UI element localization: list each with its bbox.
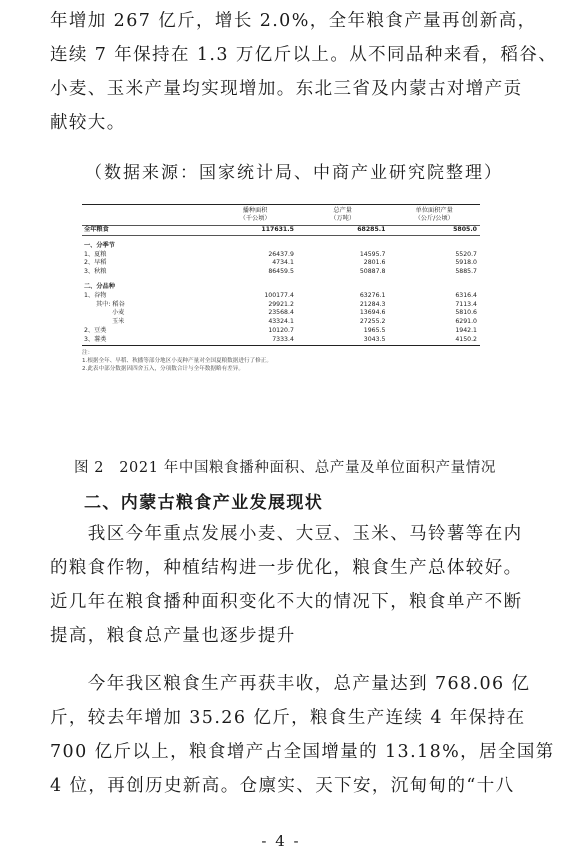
header-label: 总产量 bbox=[333, 207, 352, 214]
paragraph-line: 的粮食作物，种植结构进一步优化，粮食生产总体较好。 bbox=[50, 558, 523, 578]
table-cell-yield: 7113.4 bbox=[455, 300, 477, 308]
table-cell-output bbox=[297, 242, 389, 251]
table-cell-area bbox=[213, 283, 297, 292]
table-cell-area: 29921.2 bbox=[268, 300, 294, 308]
table-cell-area: 117631.5 bbox=[213, 226, 297, 236]
table-header-blank bbox=[82, 205, 213, 226]
top-paragraph bbox=[50, 4, 558, 140]
table-cell-yield: 6291.0 bbox=[455, 318, 477, 326]
table-row bbox=[82, 292, 480, 301]
section-heading: 二、内蒙古粮食产业发展现状 bbox=[84, 493, 324, 513]
paragraph-line: 斤，较去年增加 35.26 亿斤，粮食生产连续 4 年保持在 bbox=[50, 708, 526, 728]
table-cell-output: 27255.2 bbox=[359, 318, 386, 326]
table-cell-yield: 4150.2 bbox=[388, 336, 480, 345]
table-cell-area: 43324.1 bbox=[268, 318, 294, 326]
paragraph-line: 年增加 267 亿斤，增长 2.0%，全年粮食产量再创新高， bbox=[50, 11, 537, 31]
table-note-line: 1.根据全年、早稻、秋播等部分地区小麦种产量对全国夏粮数据进行了修正。 bbox=[82, 357, 272, 364]
table-row bbox=[82, 318, 480, 327]
table-cell-yield: 5918.0 bbox=[455, 259, 477, 267]
table-cell-area: 7333.4 bbox=[213, 336, 297, 345]
table-note-line: 2.此表中部分数据因四舍五入，分项数合计与全年数据略有差异。 bbox=[82, 365, 244, 372]
paragraph-line: 4 位，再创历史新高。仓廪实、天下安，沉甸甸的“十八 bbox=[50, 776, 515, 796]
table-cell-yield: 1942.1 bbox=[455, 326, 477, 334]
paragraph-line: 今年我区粮食生产再获丰收，总产量达到 768.06 亿 bbox=[50, 674, 531, 694]
table-row bbox=[82, 336, 480, 345]
grain-statistics-table bbox=[82, 204, 480, 346]
paragraph-line: 我区今年重点发展小麦、大豆、玉米、马铃薯等在内 bbox=[50, 524, 523, 544]
table-cell-area: 86459.5 bbox=[268, 268, 294, 276]
table-row bbox=[82, 268, 480, 277]
paragraph-line: 小麦、玉米产量均实现增加。东北三省及内蒙古对增产贡 bbox=[50, 79, 523, 99]
table-cell-label: 全年粮食 bbox=[82, 226, 213, 236]
table-notes bbox=[82, 349, 480, 373]
figure-caption: 图 2 2021 年中国粮食播种面积、总产量及单位面积产量情况 bbox=[74, 460, 496, 476]
table-cell-output: 68285.1 bbox=[297, 226, 389, 236]
table-row bbox=[82, 251, 480, 260]
table-cell-label: 小麦 bbox=[112, 309, 125, 317]
table-cell-yield: 5805.0 bbox=[388, 226, 480, 236]
table-cell-yield: 6316.4 bbox=[455, 291, 477, 299]
paragraph-line: 连续 7 年保持在 1.3 万亿斤以上。从不同品种来看，稻谷、 bbox=[50, 45, 558, 65]
table-cell-yield bbox=[388, 283, 480, 292]
paragraph-3 bbox=[50, 667, 555, 803]
table-header-yield bbox=[388, 205, 480, 226]
paragraph-line: 提高，粮食总产量也逐步提升 bbox=[50, 626, 296, 646]
table-cell-label: 玉米 bbox=[112, 318, 125, 326]
table-cell-area: 10120.7 bbox=[268, 326, 294, 334]
header-unit: （公斤/公顷） bbox=[414, 215, 454, 222]
table-cell-output: 2801.6 bbox=[363, 259, 386, 267]
table-cell-yield: 5885.7 bbox=[455, 268, 477, 276]
data-source-note: （数据来源：国家统计局、中商产业研究院整理） bbox=[85, 163, 503, 183]
table-row bbox=[82, 301, 480, 310]
table-cell-output: 50887.8 bbox=[359, 268, 386, 276]
table-cell-area: 100177.4 bbox=[264, 291, 294, 299]
table-cell-label: 一、分季节 bbox=[84, 241, 115, 249]
header-label: 单位面积产量 bbox=[415, 207, 453, 214]
grain-statistics-table-figure bbox=[82, 204, 480, 438]
page-number: - 4 - bbox=[261, 832, 301, 850]
paragraph-line: 700 亿斤以上，粮食增产占全国增量的 13.18%，居全国第 bbox=[50, 742, 555, 762]
table-note-line: 注： bbox=[82, 349, 94, 356]
table-header-output bbox=[297, 205, 389, 226]
table-cell-yield: 5810.6 bbox=[455, 309, 477, 317]
table-header-area bbox=[213, 205, 297, 226]
table-cell-label: 二、分品种 bbox=[84, 282, 115, 290]
table-row bbox=[82, 327, 480, 336]
table-cell-label: 2、早稻 bbox=[84, 259, 107, 267]
table-cell-output: 3043.5 bbox=[297, 336, 389, 345]
table-header-row bbox=[82, 205, 480, 226]
table-cell-output: 14595.7 bbox=[359, 250, 386, 258]
table-cell-output: 63276.1 bbox=[359, 291, 386, 299]
table-cell-label: 1、谷物 bbox=[84, 291, 107, 299]
table-cell-area: 4734.1 bbox=[272, 259, 294, 267]
table-cell-area: 23568.4 bbox=[268, 309, 294, 317]
table-cell-area bbox=[213, 242, 297, 251]
header-label: 播种面积 bbox=[242, 207, 268, 214]
table-row bbox=[82, 259, 480, 268]
table-cell-output: 13694.6 bbox=[359, 309, 386, 317]
paragraph-line: 近几年在粮食播种面积变化不大的情况下，粮食单产不断 bbox=[50, 592, 523, 612]
paragraph-line: 献较大。 bbox=[50, 113, 126, 133]
table-row bbox=[82, 242, 480, 251]
table-body bbox=[82, 226, 480, 346]
table-row bbox=[82, 226, 480, 236]
table-cell-area: 26437.9 bbox=[268, 250, 294, 258]
table-cell-label: 其中: 稻谷 bbox=[96, 300, 125, 308]
header-unit: （千公顷） bbox=[239, 215, 271, 222]
table-cell-yield bbox=[388, 242, 480, 251]
header-unit: （万吨） bbox=[330, 215, 356, 222]
table-row bbox=[82, 283, 480, 292]
paragraph-2 bbox=[50, 517, 523, 653]
table-cell-output: 21284.3 bbox=[359, 300, 386, 308]
table-cell-label: 1、夏粮 bbox=[84, 250, 107, 258]
table-cell-output: 1965.5 bbox=[363, 326, 386, 334]
table-cell-output bbox=[297, 283, 389, 292]
table-row bbox=[82, 309, 480, 318]
table-cell-yield: 5520.7 bbox=[455, 250, 477, 258]
table-cell-label: 3、薯类 bbox=[82, 336, 213, 345]
table-cell-label: 2、豆类 bbox=[84, 326, 107, 334]
table-cell-label: 3、秋粮 bbox=[84, 268, 107, 276]
